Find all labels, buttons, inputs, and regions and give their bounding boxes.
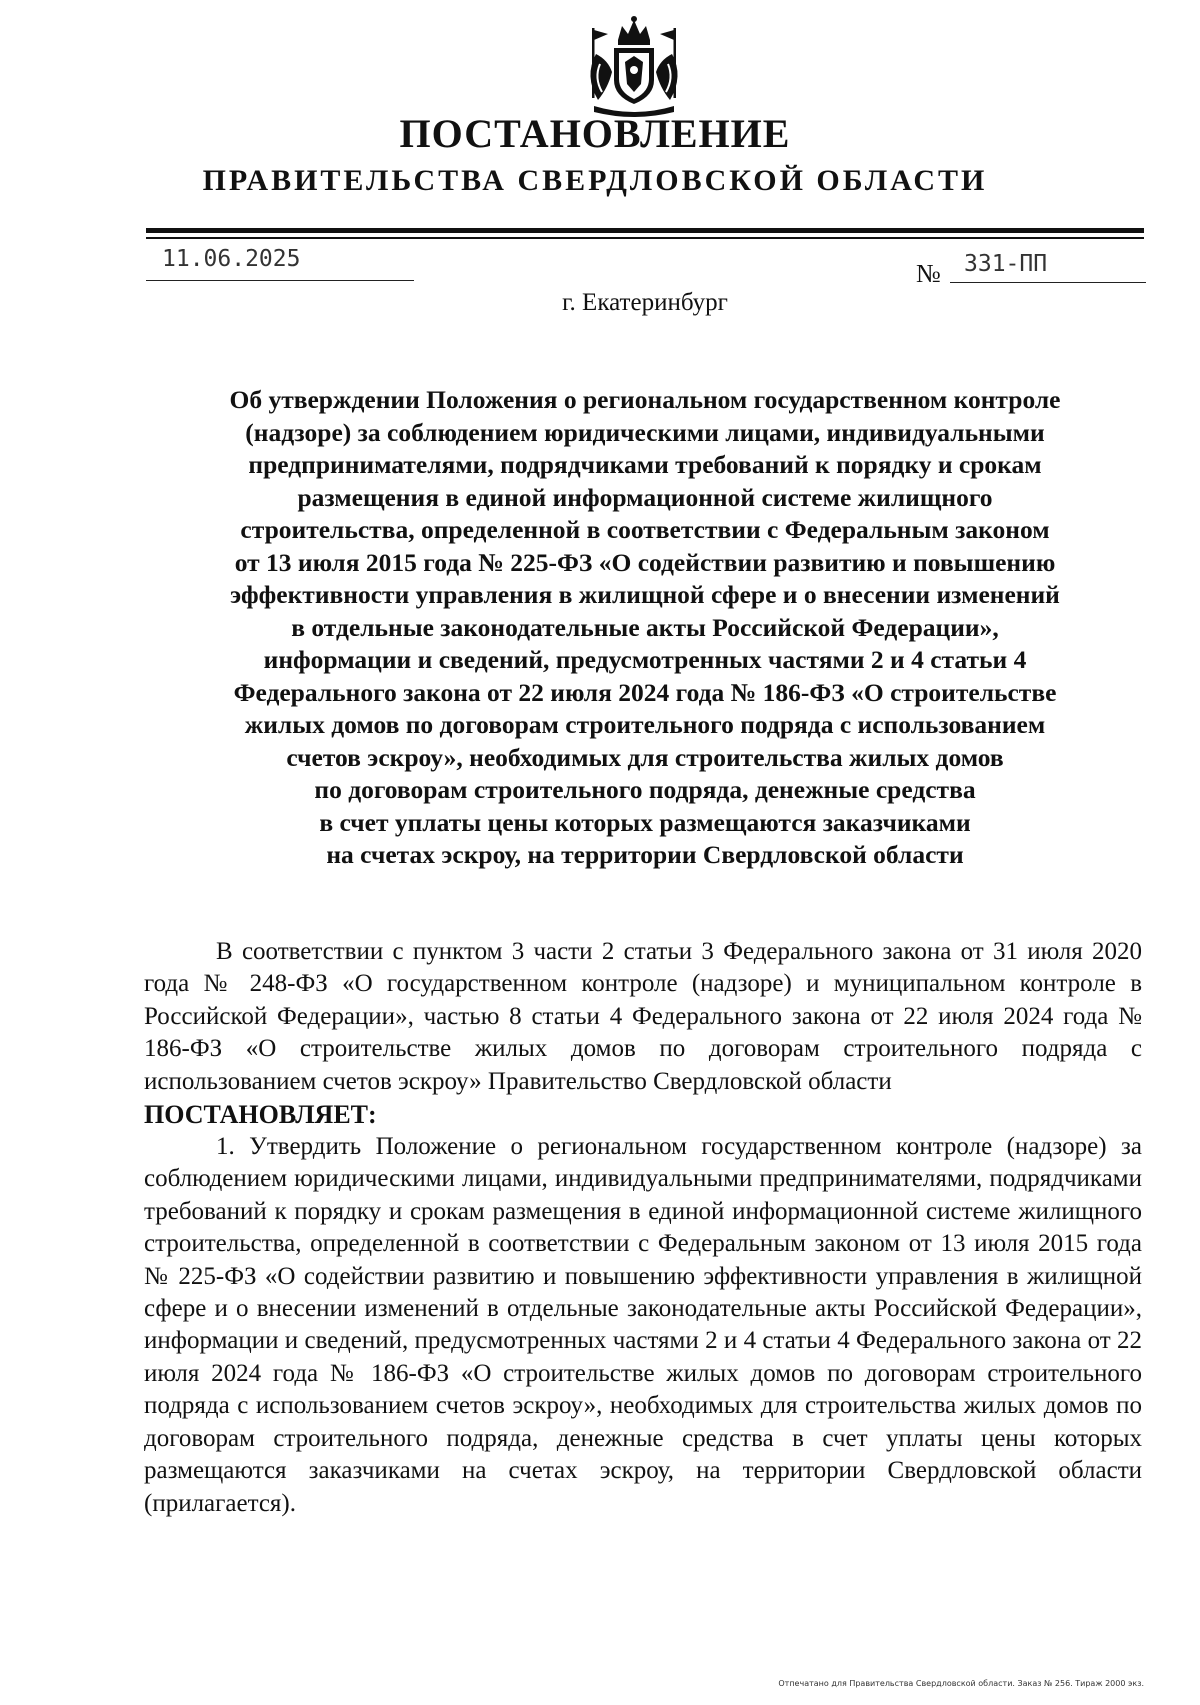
heading-line: в отдельные законодательные акты Российской Федерации», [291, 612, 999, 642]
document-title: ПОСТАНОВЛЕНИЕ [399, 111, 791, 156]
preamble-paragraph: В соответствии с пунктом 3 части 2 статьи 3 Федерального закона от 31 июля 2020 года № 248-ФЗ «О государственном контроле (надзоре) и муниципальном контроле в Российской Федерации», частью 8 статьи 4 Федерального закона от 22 июля 2024 года № 186-ФЗ «О строительстве жилых домов по договорам строительного подряда с использованием счетов эскроу» Правительство Свердловской области [144, 938, 1142, 1095]
item-1-paragraph: 1. Утвердить Положение о региональном государственном контроле (надзоре) за соблюдением юридическими лицами, индивидуальными предпринимателями, подрядчиками требований к порядку и срокам размещения в единой информационной системе жилищного строительства, определенной в соответствии с Федеральным законом от 13 июля 2015 года № 225-ФЗ «О содействии развитию и повышению эффективности управления в жилищной сфере и о внесении изменений в отдельные законодательные акты Российской Федерации», информации и сведений, предусмотренных частями 2 и 4 статьи 4 Федерального закона от 22 июля 2024 года № 186-ФЗ «О строительстве жилых домов по договорам строительного подряда с использованием счетов эскроу», необходимых для строительства жилых домов по договорам строительного подряда, денежные средства в счет уплаты цены которых размещаются заказчиками на счетах эскроу, на территории Свердловской области (прилагается). [144, 1133, 1142, 1517]
heading-line: Федерального закона от 22 июля 2024 года № 186-ФЗ «О строительстве [233, 677, 1057, 707]
decree-word: ПОСТАНОВЛЯЕТ: [144, 1100, 377, 1130]
resolution-heading [150, 384, 1140, 872]
heading-line: по договорам строительного подряда, денежные средства [314, 775, 976, 804]
heading-line: предпринимателями, подрядчиками требований к порядку и срокам [248, 450, 1042, 479]
heading-line: эффективности управления в жилищной сфере и о внесении изменений [230, 580, 1060, 609]
document-subtitle: ПРАВИТЕЛЬСТВА СВЕРДЛОВСКОЙ ОБЛАСТИ [202, 164, 988, 197]
number-field [950, 248, 1146, 283]
print-note: Отпечатано для Правительства Свердловской области. Заказ № 256. Тираж 2000 экз. [778, 1679, 1144, 1688]
document-number: 331-ПП [964, 251, 1048, 277]
heading-line: от 13 июля 2015 года № 225-ФЗ «О содействии развитию и повышению [234, 547, 1056, 577]
heading-line: в счет уплаты цены которых размещаются заказчиками [319, 807, 971, 837]
header-divider-thick [146, 228, 1144, 233]
heading-line: Об утверждении Положения о региональном государственном контроле [229, 385, 1061, 414]
heading-line: жилых домов по договорам строительного подряда с использованием [244, 710, 1046, 739]
heading-line: информации и сведений, предусмотренных частями 2 и 4 статьи 4 [263, 645, 1027, 674]
city-name: г. Екатеринбург [562, 289, 728, 316]
number-label: № [916, 259, 941, 288]
date-field [146, 246, 414, 281]
header-divider-thin [146, 237, 1144, 239]
document-date: 11.06.2025 [162, 246, 301, 272]
document-body [144, 936, 1142, 1520]
coat-of-arms-icon [578, 14, 690, 122]
heading-line: (надзоре) за соблюдением юридическими лицами, индивидуальными [245, 417, 1045, 447]
heading-line: размещения в единой информационной системе жилищного [297, 482, 993, 512]
heading-line: счетов эскроу», необходимых для строительства жилых домов [286, 742, 1004, 772]
heading-line: строительства, определенной в соответствии с Федеральным законом [240, 515, 1050, 544]
heading-line: на счетах эскроу, на территории Свердловской области [326, 840, 964, 869]
